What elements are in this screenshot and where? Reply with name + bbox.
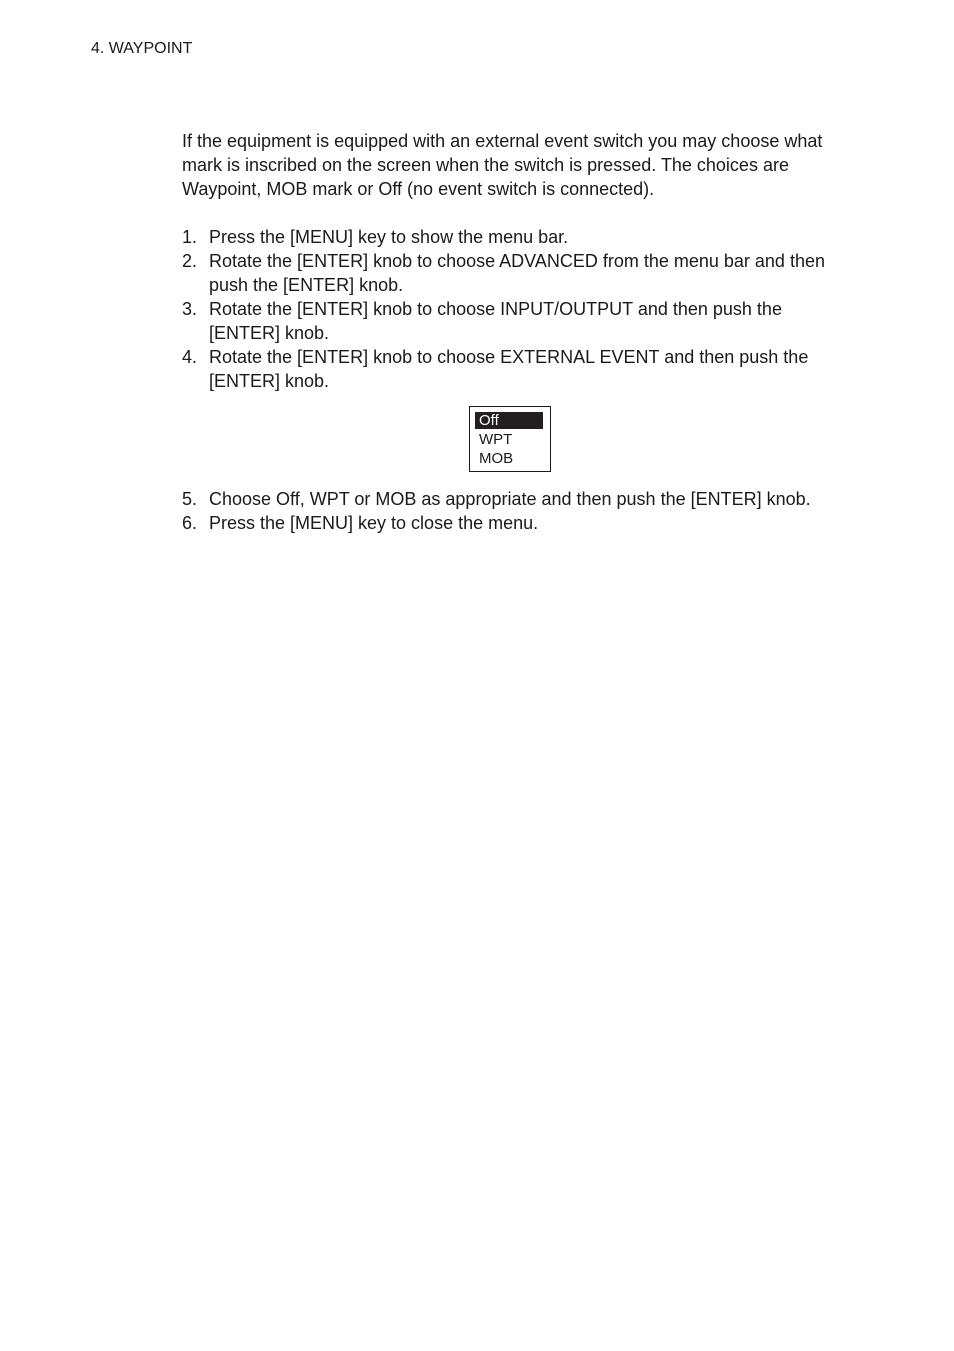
- procedure-steps-part-1: [182, 225, 847, 393]
- step-text: Press the [MENU] key to show the menu bar.: [209, 227, 569, 247]
- step-4: [182, 345, 847, 393]
- menu-option-wpt[interactable]: WPT: [479, 431, 513, 448]
- external-event-menu: [469, 406, 551, 472]
- step-number: 1.: [182, 227, 198, 247]
- step-text: Rotate the [ENTER] knob to choose INPUT/OUTPUT and then push the [ENTER] knob.: [209, 299, 782, 343]
- step-text: Press the [MENU] key to close the menu.: [209, 513, 539, 533]
- step-number: 6.: [182, 513, 198, 533]
- menu-option-mob[interactable]: MOB: [479, 450, 514, 467]
- procedure-steps-part-2: [182, 487, 847, 535]
- step-text: Rotate the [ENTER] knob to choose ADVANCED from the menu bar and then push the [ENTER] knob.: [209, 251, 825, 295]
- step-number: 2.: [182, 251, 198, 271]
- step-3: [182, 297, 847, 345]
- step-number: 5.: [182, 489, 198, 509]
- step-2: [182, 249, 847, 297]
- menu-option-off[interactable]: Off: [475, 412, 543, 429]
- step-number: 3.: [182, 299, 198, 319]
- step-text: Choose Off, WPT or MOB as appropriate and then push the [ENTER] knob.: [209, 489, 811, 509]
- step-text: Rotate the [ENTER] knob to choose EXTERNAL EVENT and then push the [ENTER] knob.: [209, 347, 809, 391]
- step-1: [182, 225, 847, 249]
- step-number: 4.: [182, 347, 198, 367]
- running-header: 4. WAYPOINT: [91, 40, 193, 57]
- intro-paragraph: If the equipment is equipped with an external event switch you may choose what mark is inscribed on the screen when the switch is pressed. The choices are Waypoint, MOB mark or Off (no event switch is connected).: [182, 131, 823, 199]
- step-5: [182, 487, 847, 511]
- step-6: [182, 511, 847, 535]
